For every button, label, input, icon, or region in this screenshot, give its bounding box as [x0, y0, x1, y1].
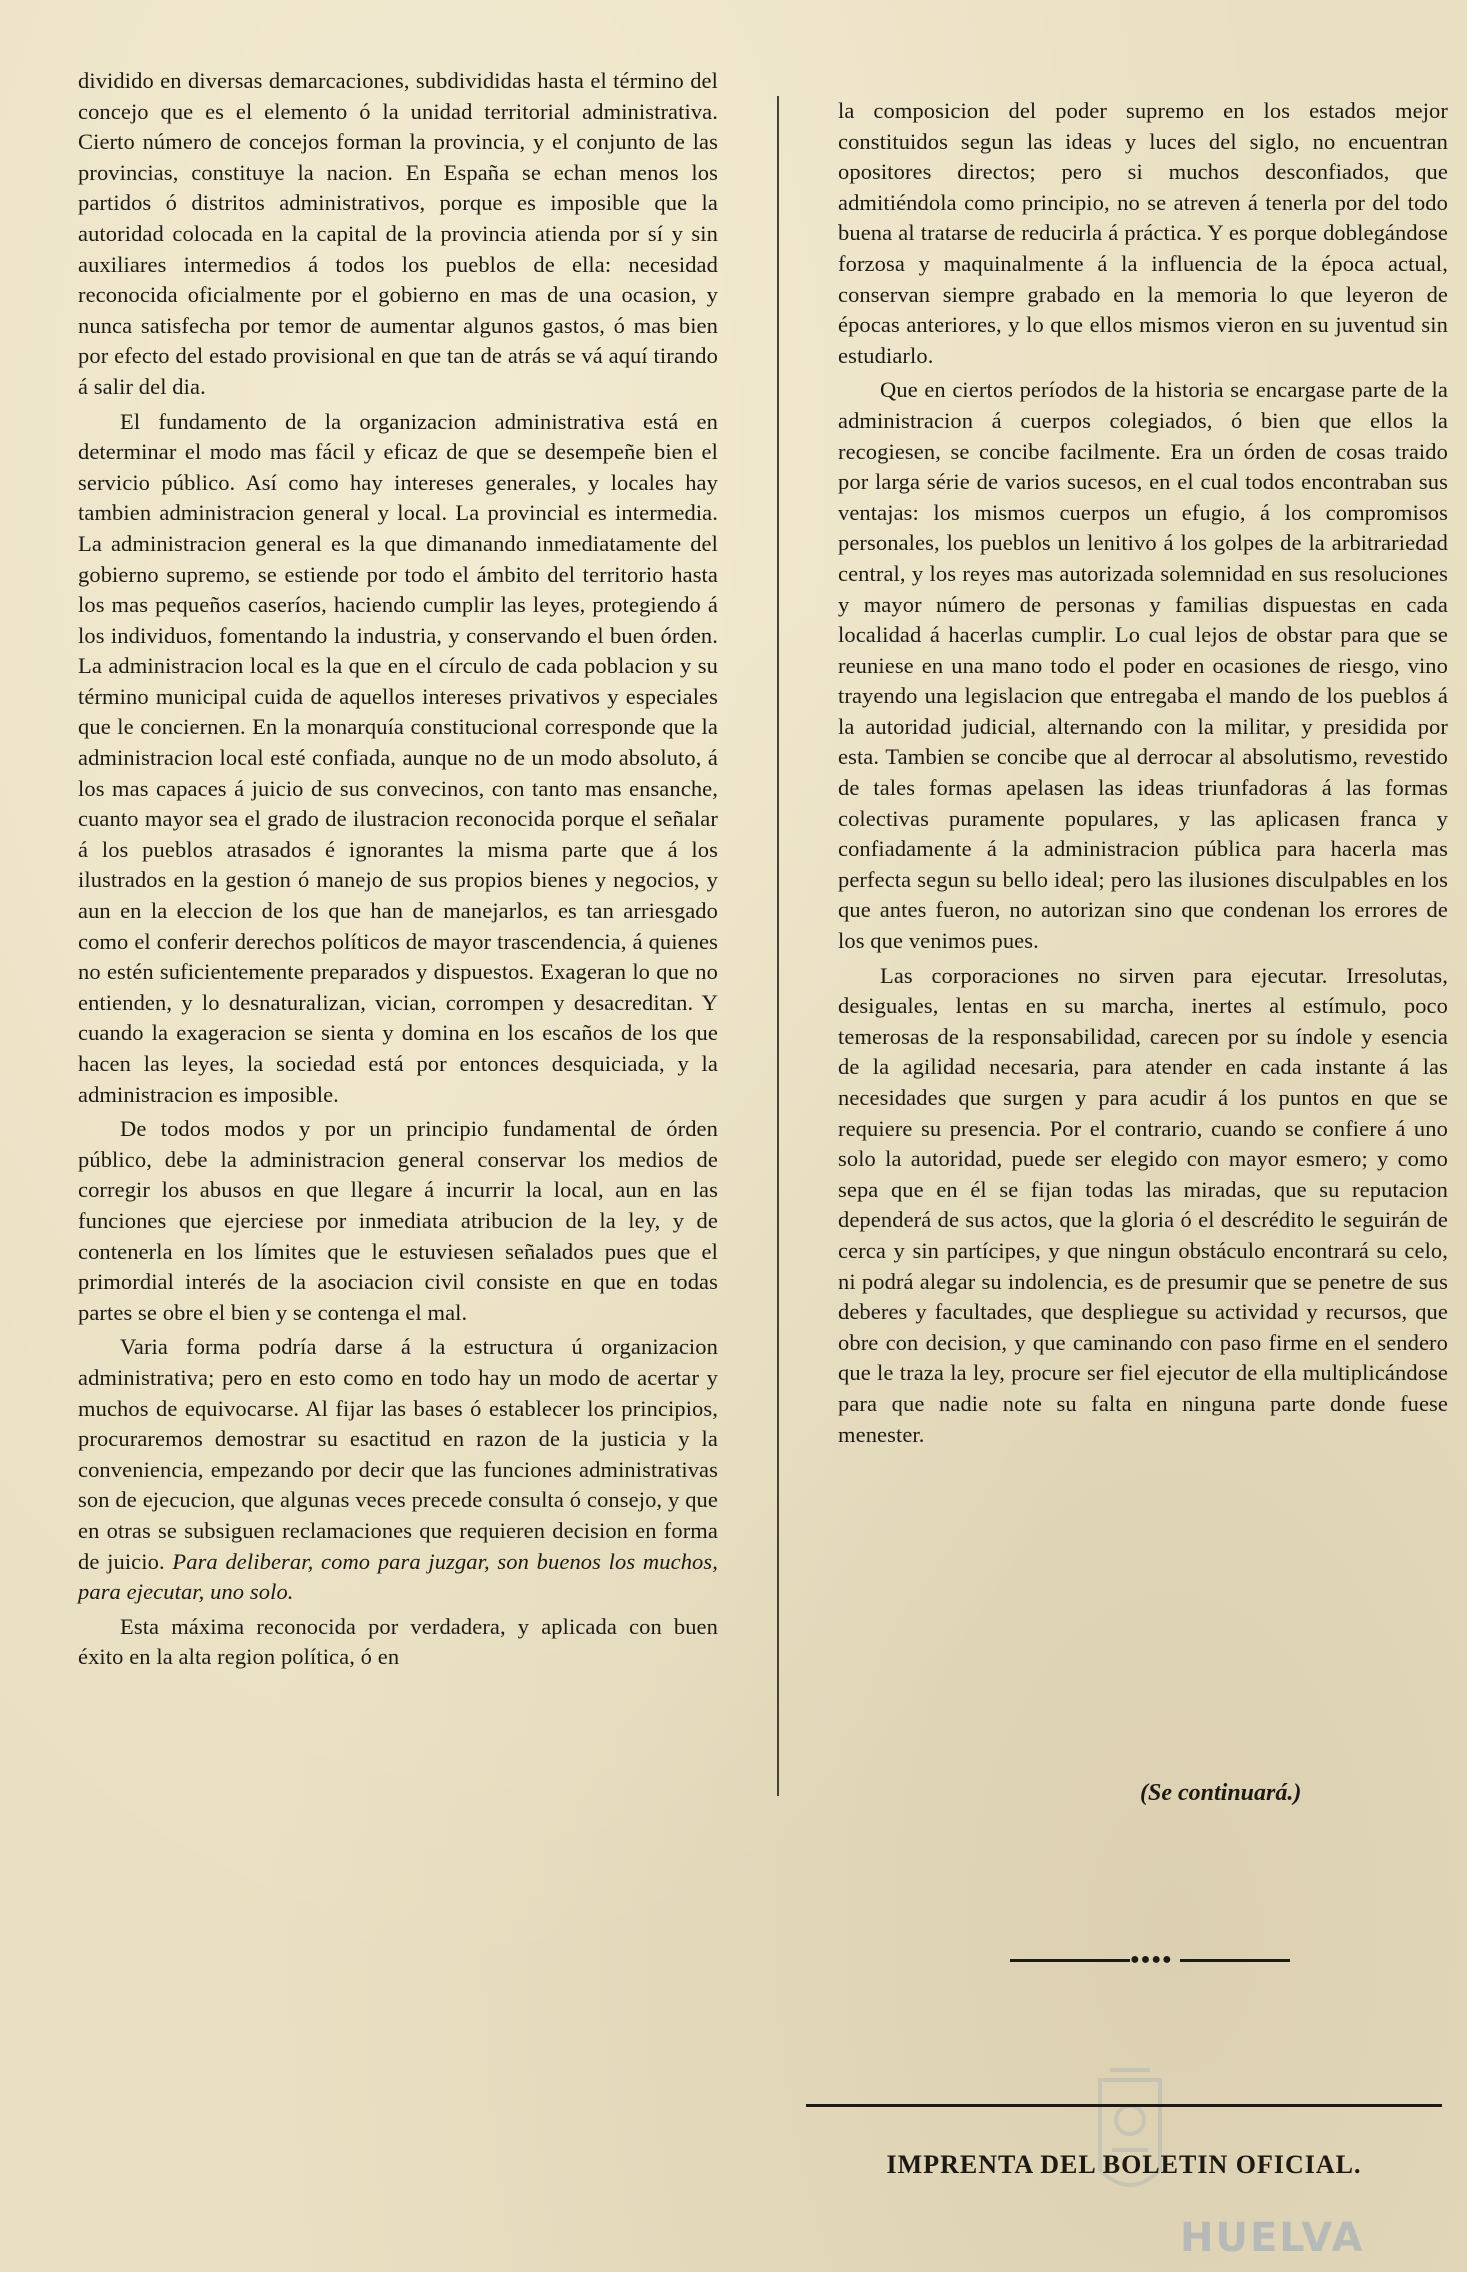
right-paragraph-2: Que en ciertos períodos de la historia se encargase parte de la administracion á cuerpos colegiados, ó bien que ellos la recogiesen, se concibe facilmente. Era un órden de cosas traido por larga série de varios sucesos, en el cual todos encontraban sus ventajas: los mismos cuerpos un efugio, á los compromisos personales, los pueblos un lenitivo á los golpes de la arbitrariedad central, y los reyes mas autorizada solemnidad en sus resoluciones y mayor número de personas y familias dispuestas en cada localidad á hacerlas cumplir. Lo cual lejos de obstar para que se reuniese en una mano todo el poder en ocasiones de riesgo, vino trayendo una legislacion que entregaba el mando de los pueblos á la autoridad judicial, alternando con la militar, y presidida por esta. Tambien se concibe que al derrocar al absolutismo, revestido de tales formas apelasen las ideas triunfadoras á las formas colectivas puramente populares, y las aplicasen franca y confiadamente á la administracion pública para hacerla mas perfecta segun su bello ideal; pero las ilusiones disculpables en los que antes fueron, no autorizan sino que condenan los errores de los que venimos pues.	[838, 377, 1448, 954]
left-paragraph-4	[78, 1332, 718, 1607]
right-paragraph-1: la composicion del poder supremo en los estados mejor constituidos segun las ideas y luces del siglo, no encuentran opositores directos; pero si muchos desconfiados, que admitiéndola como principio, no se atreven á tenerla por del todo buena al tratarse de reducirla á práctica. Y es porque doblegándose forzosa y maquinalmente á la influencia de la época actual, conservan siempre grabado en la memoria lo que leyeron de épocas anteriores, y lo que ellos mismos vieron en su juventud sin estudiarlo.	[838, 98, 1448, 368]
ornament-bar-right	[1180, 1959, 1290, 1962]
watermark-text: HUELVA	[1180, 2215, 1365, 2261]
left-paragraph-3: De todos modos y por un principio fundamental de órden público, debe la administracion general conservar los medios de corregir los abusos en que llegare á incurrir la local, aun en las funciones que ejerciese por inmediata atribucion de la ley, y de contenerla en los límites que le estuviesen señalados pues que el primordial interés de la asociacion civil consiste en que en todas partes se obre el bien y se contenga el mal.	[78, 1116, 718, 1325]
right-column	[838, 96, 1448, 1454]
footer-rule	[806, 2104, 1442, 2107]
left-column	[78, 66, 718, 1677]
right-paragraph-3: Las corporaciones no sirven para ejecutar. Irresolutas, desiguales, lentas en su marcha, inertes al estímulo, poco temerosas de la responsabilidad, carecen por su índole y esencia de la agilidad necesaria, para atender en cada instante á las necesidades que surgen y para acudir á los puntos en que se requiere su presencia. Por el contrario, cuando se confiere á uno solo la autoridad, puede ser elegido con mayor esmero; y como sepa que en él se fijan todas las miradas, que su reputacion dependerá de sus actos, que la gloria ó el descrédito le seguirán de cerca y sin partícipes, y que ningun obstáculo encontrará su celo, ni podrá alegar su indolencia, es de presumir que se penetre de sus deberes y facultades, que despliegue su actividad y recursos, que obre con decision, y que caminando con paso firme en el sendero que le traza la ley, procure ser fiel ejecutor de ella multiplicándose para que nadie note su falta en ninguna parte donde fuese menester.	[838, 962, 1448, 1447]
maxim-italic: Para deliberar, como para juzgar, son buenos los muchos, para ejecutar, uno solo.	[78, 1548, 718, 1605]
imprint-line: IMPRENTA DEL BOLETIN OFICIAL.	[886, 2150, 1362, 2179]
left-paragraph-5: Esta máxima reconocida por verdadera, y aplicada con buen éxito en la alta region política, ó en	[78, 1613, 718, 1670]
left-paragraph-2: El fundamento de la organizacion administrativa está en determinar el modo mas fácil y eficaz de que se desempeñe bien el servicio público. Así como hay intereses generales, y locales hay tambien administracion general y local. La provincial es intermedia. La administracion general es la que dimanando inmediatamente del gobierno supremo, se estiende por todo el ámbito del territorio hasta los mas pequeños caseríos, haciendo cumplir las leyes, protegiendo á los individuos, fomentando la industria, y conservando el buen órden. La administracion local es la que en el círculo de cada poblacion y su término municipal cuida de aquellos intereses privativos y especiales que le conciernen. En la monarquía constitucional corresponde que la administracion local esté confiada, aunque no de un modo absoluto, á los mas capaces á juicio de sus convecinos, con tanto mas ensanche, cuanto mayor sea el grado de ilustracion reconocida porque el señalar á los pueblos atrasados é ignorantes la misma parte que á los ilustrados en la gestion ó manejo de sus propios bienes y negocios, y aun en la eleccion de los que han de manejarlos, es tan arriesgado como el conferir derechos políticos de mayor trascendencia, á quienes no estén suficientemente preparados y dispuestos. Exageran lo que no entienden, y lo desnaturalizan, vician, corrompen y desacreditan. Y cuando la exageracion se sienta y domina en los escaños de los que hacen las leyes, la sociedad está por entonces desquiciada, y la administracion es imposible.	[78, 408, 718, 1107]
ornament-dots: ●●●●	[1130, 1951, 1173, 1968]
ornament-rule	[1010, 1951, 1310, 1968]
continuation-note: (Se continuará.)	[1140, 1780, 1302, 1806]
left-paragraph-1: dividido en diversas demarcaciones, subdivididas hasta el término del concejo que es el elemento ó la unidad territorial administrativa. Cierto número de concejos forman la provincia, y el conjunto de las provincias, constituye la nacion. En España se echan menos los partidos ó distritos administrativos, porque es imposible que la autoridad colocada en la capital de la provincia atienda por sí y sin auxiliares intermedios á todos los pueblos de ella: necesidad reconocida oficialmente por el gobierno en mas de una ocasion, y nunca satisfecha por temor de aumentar algunos gastos, ó mas bien por efecto del estado provisional en que tan de atrás se vá aquí tirando á salir del dia.	[78, 68, 718, 399]
left-paragraph-4-text: Varia forma podría darse á la estructura ú organizacion administrativa; pero en esto como en todo hay un modo de acertar y muchos de equivocarse. Al fijar las bases ó establecer los principios, procuraremos demostrar su esactitud en razon de la justicia y la conveniencia, empezando por decir que las funciones administrativas son de ejecucion, que algunas veces precede consulta ó consejo, y que en otras se subsiguen reclamaciones que requieren decision en forma de juicio.	[78, 1334, 718, 1574]
ornament-bar-left	[1010, 1959, 1130, 1962]
column-divider	[777, 96, 779, 1796]
